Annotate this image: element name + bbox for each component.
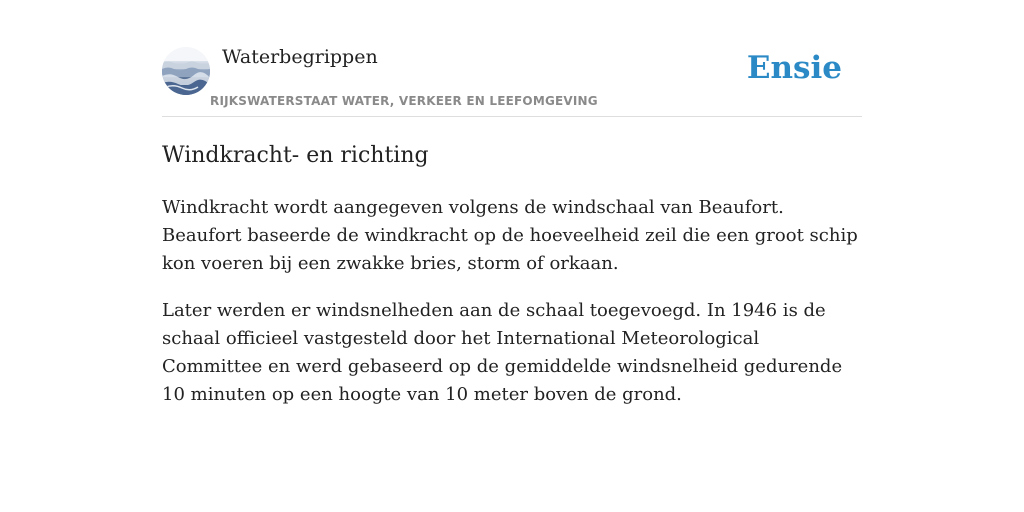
- sea-waves-icon: [162, 47, 210, 95]
- site-title-link[interactable]: Waterbegrippen: [222, 46, 378, 68]
- site-avatar[interactable]: [162, 47, 210, 95]
- site-subtitle: RIJKSWATERSTAAT WATER, VERKEER EN LEEFOMGEVING: [210, 94, 598, 108]
- entry-paragraph: Windkracht wordt aangegeven volgens de windschaal van Beaufort. Beaufort baseerde de windkracht op de hoeveelheid zeil die een groot schip kon voeren bij een zwakke bries, storm of orkaan.: [162, 197, 858, 274]
- page-container: [162, 0, 862, 409]
- site-header: [162, 0, 862, 117]
- entry-title: Windkracht- en richting: [162, 143, 429, 168]
- entry-paragraph: Later werden er windsnelheden aan de schaal toegevoegd. In 1946 is de schaal officieel vastgesteld door het International Meteorological Committee en werd gebaseerd op de gemiddelde windsnelheid gedurende 10 minuten op een hoogte van 10 meter boven de grond.: [162, 300, 843, 405]
- ensie-logo-link[interactable]: Ensie: [746, 50, 842, 86]
